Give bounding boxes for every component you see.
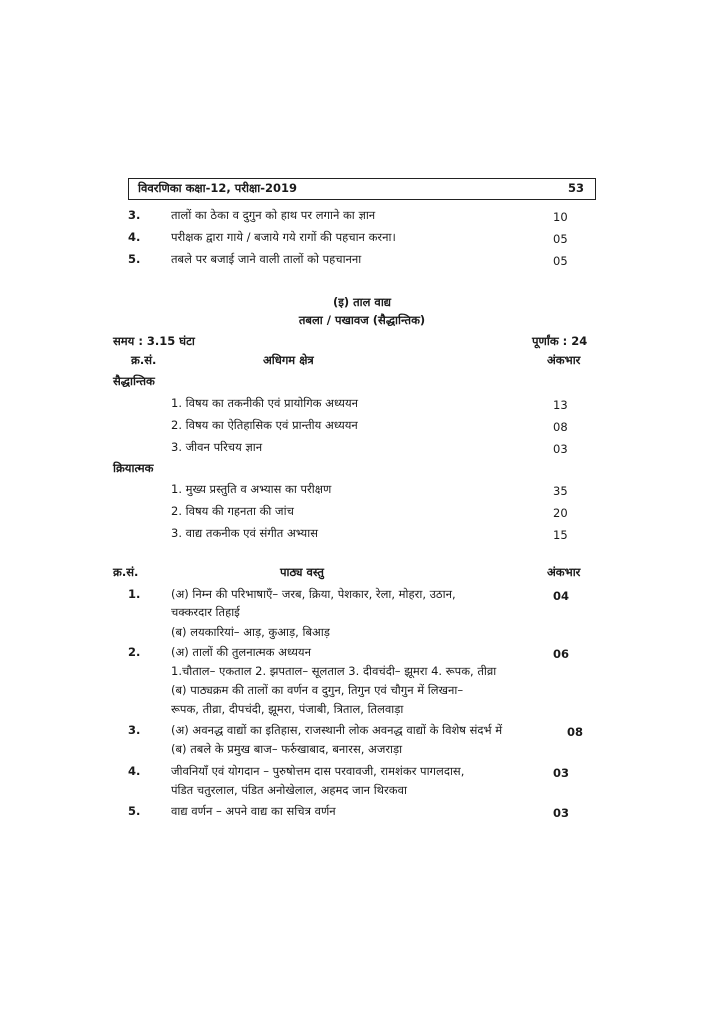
section-subtitle: तबला / पखावज (सैद्धान्तिक) (298, 313, 426, 327)
table-row-text: 3. जीवन परिचय ज्ञान (171, 440, 263, 454)
list-item-number: 5. (128, 252, 141, 266)
content-row-number: 1. (128, 587, 141, 601)
table-row-text: 2. विषय की गहनता की जांच (171, 504, 294, 518)
table-row-marks: 15 (553, 528, 568, 542)
list-item-text: तालों का ठेका व दुगुन को हाथ पर लगाने का ज्ञान (171, 208, 376, 222)
table2-col-marks: अंकभार (547, 565, 581, 579)
content-row-number: 4. (128, 764, 141, 778)
list-item-marks: 05 (553, 232, 568, 246)
content-row-line: पंडित चतुरलाल, पंडित अनोखेलाल, अहमद जान थिरकवा (171, 783, 407, 797)
content-row-marks: 03 (553, 806, 570, 820)
table2-col-content: पाठ्य वस्तु (280, 565, 324, 579)
list-item-text: परीक्षक द्वारा गाये / बजाये गये रागों की पहचान करना। (171, 230, 396, 244)
content-row-line: (अ) अवनद्ध वाद्यों का इतिहास, राजस्थानी लोक अवनद्ध वाद्यों के विशेष संदर्भ में (171, 723, 503, 737)
table-row-text: 1. मुख्य प्रस्तुति व अभ्यास का परीक्षण (171, 482, 332, 496)
content-row-number: 2. (128, 645, 141, 659)
list-item-marks: 10 (553, 210, 568, 224)
time-label: समय : 3.15 घंटा (113, 334, 195, 348)
table-row-marks: 20 (553, 506, 568, 520)
content-row-line: (अ) तालों की तुलनात्मक अध्ययन (171, 645, 311, 659)
content-row-line: वाद्य वर्णन – अपने वाद्य का सचित्र वर्णन (171, 804, 336, 818)
content-row-marks: 08 (567, 725, 584, 739)
content-row-line: जीवनियाँ एवं योगदान – पुरुषोत्तम दास परवावजी, रामशंकर पागलदास, (171, 764, 465, 778)
content-row-marks: 03 (553, 766, 570, 780)
content-row-line: चक्करदार तिहाई (171, 605, 240, 619)
full-marks-label: पूर्णांक : 24 (532, 334, 588, 348)
table2-col-sno: क्र.सं. (113, 565, 139, 579)
list-item-number: 4. (128, 230, 141, 244)
table1-col-marks: अंकभार (547, 353, 581, 367)
table-row-text: 3. वाद्य तकनीक एवं संगीत अभ्यास (171, 526, 318, 540)
table1-col-sno: क्र.सं. (131, 353, 157, 367)
content-row-line: (ब) लयकारियां– आड़, कुआड़, बिआड़ (171, 625, 330, 639)
table-row-text: 1. विषय का तकनीकी एवं प्रायोगिक अध्ययन (171, 396, 359, 410)
table-row-marks: 08 (553, 420, 568, 434)
content-row-line: रूपक, तीव्रा, दीपचंदी, झूमरा, पंजाबी, त्रिताल, तिलवाड़ा (171, 702, 404, 716)
content-row-marks: 06 (553, 647, 570, 661)
content-row-line: (अ) निम्न की परिभाषाएँ– जरब, क्रिया, पेशकार, रेला, मोहरा, उठान, (171, 587, 456, 601)
content-row-number: 3. (128, 723, 141, 737)
section-title: (इ) ताल वाद्य (332, 295, 392, 309)
table-row-marks: 03 (553, 442, 568, 456)
table-row-marks: 13 (553, 398, 568, 412)
content-row-line: (ब) पाठ्यक्रम की तालों का वर्णन व दुगुन, तिगुन एवं चौगुन में लिखना– (171, 683, 464, 697)
header-title: विवरणिका कक्षा-12, परीक्षा-2019 (138, 181, 297, 195)
group-heading: क्रियात्मक (113, 461, 154, 475)
list-item-text: तबले पर बजाई जाने वाली तालों को पहचानना (171, 252, 362, 266)
content-row-line: (ब) तबले के प्रमुख बाज– फर्रुखाबाद, बनारस, अजराड़ा (171, 742, 403, 756)
group-heading: सैद्धान्तिक (113, 374, 155, 388)
content-row-line: 1.चौताल– एकताल 2. झपताल– सूलताल 3. दीवचंदी– झूमरा 4. रूपक, तीव्रा (171, 664, 497, 678)
list-item-marks: 05 (553, 254, 568, 268)
page-number: 53 (568, 181, 585, 195)
table-row-text: 2. विषय का ऐतिहासिक एवं प्रान्तीय अध्ययन (171, 418, 358, 432)
list-item-number: 3. (128, 208, 141, 222)
table1-col-area: अधिगम क्षेत्र (263, 353, 314, 367)
content-row-number: 5. (128, 804, 141, 818)
table-row-marks: 35 (553, 484, 568, 498)
content-row-marks: 04 (553, 589, 570, 603)
